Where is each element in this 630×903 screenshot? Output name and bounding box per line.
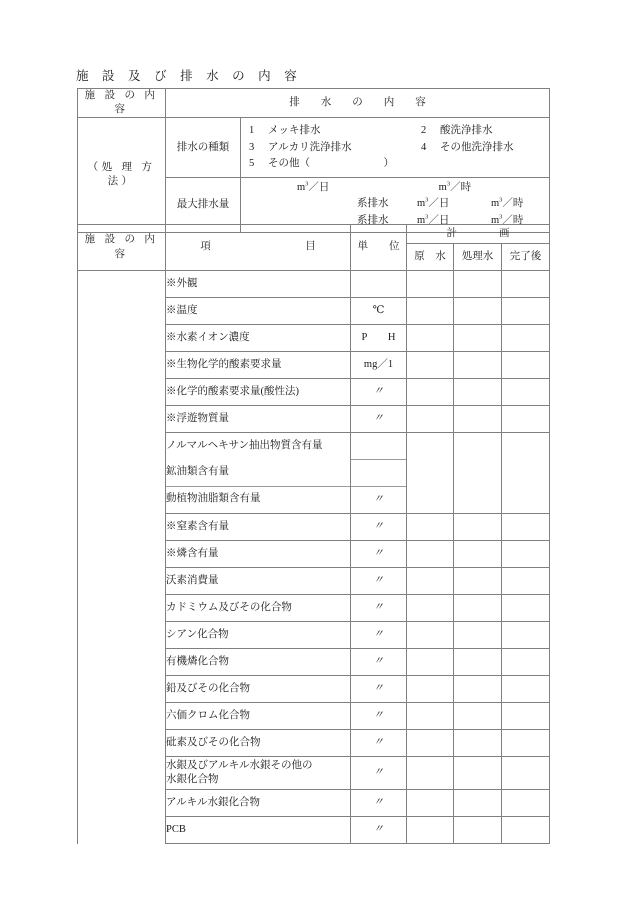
hexane-row-title bbox=[166, 434, 350, 460]
label-max-discharge-volume: 最大排水量 bbox=[166, 178, 241, 233]
page-title: 施 設 及 び 排 水 の 内 容 bbox=[76, 69, 302, 83]
cell-plan-raw[interactable] bbox=[407, 649, 454, 676]
option-label-5[interactable]: その他（ ） bbox=[268, 157, 394, 169]
hexane-unit-blank-2 bbox=[351, 460, 406, 487]
cell-plan-raw[interactable] bbox=[407, 352, 454, 379]
option-label-4: その他洗浄排水 bbox=[440, 141, 514, 153]
flow-label-1: 系排水 bbox=[357, 198, 389, 210]
flow-unit-day-2: $m^3/$日 bbox=[417, 213, 450, 226]
cell-plan-treated[interactable] bbox=[454, 790, 502, 817]
item-label: ※化学的酸素要求量(酸性法) bbox=[166, 379, 351, 406]
hexane-unit-blank-1 bbox=[351, 433, 406, 460]
label-discharge-type: 排水の種類 bbox=[166, 118, 241, 178]
cell-plan-after[interactable] bbox=[502, 325, 550, 352]
cell-plan-raw[interactable] bbox=[407, 703, 454, 730]
facility-discharge-summary-table bbox=[77, 88, 550, 233]
cell-plan-after[interactable] bbox=[502, 703, 550, 730]
cell-plan-after[interactable] bbox=[502, 757, 550, 790]
item-label: ※燐含有量 bbox=[166, 541, 351, 568]
item-label: 鉛及びその化合物 bbox=[166, 676, 351, 703]
cell-plan-after-hexane[interactable] bbox=[502, 433, 550, 514]
item-unit: 〃 bbox=[351, 757, 407, 790]
item-unit: 〃 bbox=[351, 703, 407, 730]
table-row-discharge-type bbox=[78, 118, 550, 178]
option-number-4: 4 bbox=[421, 141, 427, 153]
item-label: 六価クロム化合物 bbox=[166, 703, 351, 730]
cell-plan-treated[interactable] bbox=[454, 541, 502, 568]
item-label: カドミウム及びその化合物 bbox=[166, 595, 351, 622]
measurement-plan-table bbox=[77, 224, 550, 844]
table-row bbox=[78, 271, 550, 298]
flow-unit-day-1: $m^3/$日 bbox=[417, 196, 450, 210]
cell-plan-raw[interactable] bbox=[407, 757, 454, 790]
option-label-1: メッキ排水 bbox=[268, 125, 321, 137]
cell-plan-treated[interactable] bbox=[454, 757, 502, 790]
cell-plan-treated[interactable] bbox=[454, 595, 502, 622]
item-label: ※外観 bbox=[166, 271, 351, 298]
item-unit: 〃 bbox=[351, 406, 407, 433]
hexane-row-animal bbox=[166, 486, 350, 513]
header-plan-treated-water: 処理水 bbox=[454, 244, 502, 271]
item-label: ※生物化学的酸素要求量 bbox=[166, 352, 351, 379]
item-label: 砒素及びその化合物 bbox=[166, 730, 351, 757]
option-number-2: 2 bbox=[421, 125, 427, 137]
facility-column-left-rule-extension bbox=[77, 760, 78, 824]
cell-plan-after[interactable] bbox=[502, 595, 550, 622]
cell-plan-raw[interactable] bbox=[407, 568, 454, 595]
item-unit: mg／1 bbox=[351, 352, 407, 379]
cell-plan-after[interactable] bbox=[502, 817, 550, 844]
item-unit: 〃 bbox=[351, 541, 407, 568]
hexane-subtable bbox=[166, 434, 350, 513]
flow-unit-hour-2: $m^3/$時 bbox=[491, 213, 524, 226]
cell-hexane-group bbox=[166, 433, 351, 514]
cell-hexane-units bbox=[351, 433, 407, 514]
header-item: 項 目 bbox=[166, 225, 351, 271]
item-unit: 〃 bbox=[351, 622, 407, 649]
item-unit: 〃 bbox=[351, 379, 407, 406]
cell-plan-after[interactable] bbox=[502, 568, 550, 595]
table-row-main-header-top bbox=[78, 225, 550, 244]
hexane-animal-label: 動植物油脂類含有量 bbox=[166, 486, 350, 513]
cell-plan-raw[interactable] bbox=[407, 406, 454, 433]
header-facility-content-main: 施 設 の 内 容 bbox=[78, 225, 166, 271]
cell-plan-after[interactable] bbox=[502, 790, 550, 817]
cell-plan-raw[interactable] bbox=[407, 271, 454, 298]
cell-plan-raw[interactable] bbox=[407, 541, 454, 568]
unit-day-header: $m^3/$日 bbox=[297, 180, 330, 194]
cell-plan-after[interactable] bbox=[502, 271, 550, 298]
hexane-mineral-label: 鉱油類含有量 bbox=[166, 466, 229, 478]
cell-plan-treated[interactable] bbox=[454, 271, 502, 298]
item-label-mercury bbox=[166, 757, 351, 790]
cell-plan-after[interactable] bbox=[502, 298, 550, 325]
flow-label-2: 系排水 bbox=[357, 214, 389, 226]
cell-plan-treated[interactable] bbox=[454, 622, 502, 649]
unit-hour-header: $m^3/$時 bbox=[438, 180, 472, 194]
header-plan-raw-water: 原 水 bbox=[407, 244, 454, 271]
cell-plan-raw[interactable] bbox=[407, 379, 454, 406]
item-label: PCB bbox=[166, 817, 351, 844]
option-number-3: 3 bbox=[249, 141, 255, 153]
cell-plan-raw[interactable] bbox=[407, 595, 454, 622]
cell-plan-treated[interactable] bbox=[454, 730, 502, 757]
cell-plan-raw[interactable] bbox=[407, 676, 454, 703]
cell-facility-content-body[interactable] bbox=[78, 271, 166, 844]
item-unit: 〃 bbox=[351, 595, 407, 622]
header-facility-content: 施 設 の 内 容 bbox=[78, 89, 166, 118]
cell-plan-treated[interactable] bbox=[454, 568, 502, 595]
option-label-2: 酸洗浄排水 bbox=[440, 125, 493, 137]
cell-plan-after[interactable] bbox=[502, 541, 550, 568]
header-discharge-content: 排 水 の 内 容 bbox=[166, 89, 550, 118]
cell-plan-after[interactable] bbox=[502, 379, 550, 406]
cell-plan-after[interactable] bbox=[502, 622, 550, 649]
cell-plan-treated[interactable] bbox=[454, 514, 502, 541]
option-number-1: 1 bbox=[249, 125, 255, 137]
item-label: ※窒素含有量 bbox=[166, 514, 351, 541]
cell-plan-raw[interactable] bbox=[407, 817, 454, 844]
mercury-line-2: 水銀化合物 bbox=[166, 774, 219, 785]
item-unit: 〃 bbox=[351, 790, 407, 817]
hexane-title: ノルマルヘキサン抽出物質含有量 bbox=[166, 440, 323, 452]
cell-plan-treated[interactable] bbox=[454, 298, 502, 325]
cell-plan-treated[interactable] bbox=[454, 406, 502, 433]
cell-plan-raw[interactable] bbox=[407, 325, 454, 352]
cell-plan-treated[interactable] bbox=[454, 817, 502, 844]
item-unit: 〃 bbox=[351, 730, 407, 757]
item-unit: 〃 bbox=[351, 676, 407, 703]
item-label: ※水素イオン濃度 bbox=[166, 325, 351, 352]
item-unit: 〃 bbox=[351, 817, 407, 844]
table-row-summary-header bbox=[78, 89, 550, 118]
item-label: ※温度 bbox=[166, 298, 351, 325]
header-unit: 単 位 bbox=[351, 225, 407, 271]
cell-discharge-type-options[interactable] bbox=[241, 118, 550, 178]
cell-plan-after[interactable] bbox=[502, 352, 550, 379]
cell-plan-raw[interactable] bbox=[407, 298, 454, 325]
hexane-unit-subtable bbox=[351, 433, 406, 513]
cell-plan-treated[interactable] bbox=[454, 649, 502, 676]
cell-plan-after[interactable] bbox=[502, 676, 550, 703]
cell-treatment-method: （処 理 方 法） bbox=[78, 118, 166, 233]
cell-plan-raw[interactable] bbox=[407, 790, 454, 817]
option-label-3: アルカリ洗浄排水 bbox=[268, 141, 352, 153]
item-unit: ℃ bbox=[351, 298, 407, 325]
cell-plan-after[interactable] bbox=[502, 514, 550, 541]
cell-plan-treated[interactable] bbox=[454, 352, 502, 379]
facility-column-right-rule-extension bbox=[165, 760, 166, 824]
cell-plan-treated-hexane[interactable] bbox=[454, 433, 502, 514]
hexane-row-mineral bbox=[166, 460, 350, 487]
header-plan-after-completion: 完了後 bbox=[502, 244, 550, 271]
item-label: ※浮遊物質量 bbox=[166, 406, 351, 433]
cell-plan-after[interactable] bbox=[502, 649, 550, 676]
item-label: アルキル水銀化合物 bbox=[166, 790, 351, 817]
cell-plan-treated[interactable] bbox=[454, 676, 502, 703]
cell-plan-treated[interactable] bbox=[454, 703, 502, 730]
cell-plan-after[interactable] bbox=[502, 406, 550, 433]
item-unit: 〃 bbox=[351, 649, 407, 676]
cell-plan-raw[interactable] bbox=[407, 514, 454, 541]
item-unit bbox=[351, 271, 407, 298]
option-number-5: 5 bbox=[249, 157, 255, 169]
hexane-unit: 〃 bbox=[351, 487, 406, 514]
cell-plan-after[interactable] bbox=[502, 730, 550, 757]
cell-plan-raw[interactable] bbox=[407, 622, 454, 649]
cell-plan-treated[interactable] bbox=[454, 379, 502, 406]
cell-plan-treated[interactable] bbox=[454, 325, 502, 352]
mercury-line-1: 水銀及びアルキル水銀その他の bbox=[166, 759, 313, 771]
flow-unit-hour-1: $m^3/$時 bbox=[491, 196, 524, 210]
item-unit: 〃 bbox=[351, 514, 407, 541]
header-plan: 計 画 bbox=[407, 225, 550, 244]
item-label: シアン化合物 bbox=[166, 622, 351, 649]
item-unit: P H bbox=[351, 325, 407, 352]
item-label: 有機燐化合物 bbox=[166, 649, 351, 676]
cell-plan-raw-hexane[interactable] bbox=[407, 433, 454, 514]
item-label: 沃素消費量 bbox=[166, 568, 351, 595]
item-unit: 〃 bbox=[351, 568, 407, 595]
cell-plan-raw[interactable] bbox=[407, 730, 454, 757]
